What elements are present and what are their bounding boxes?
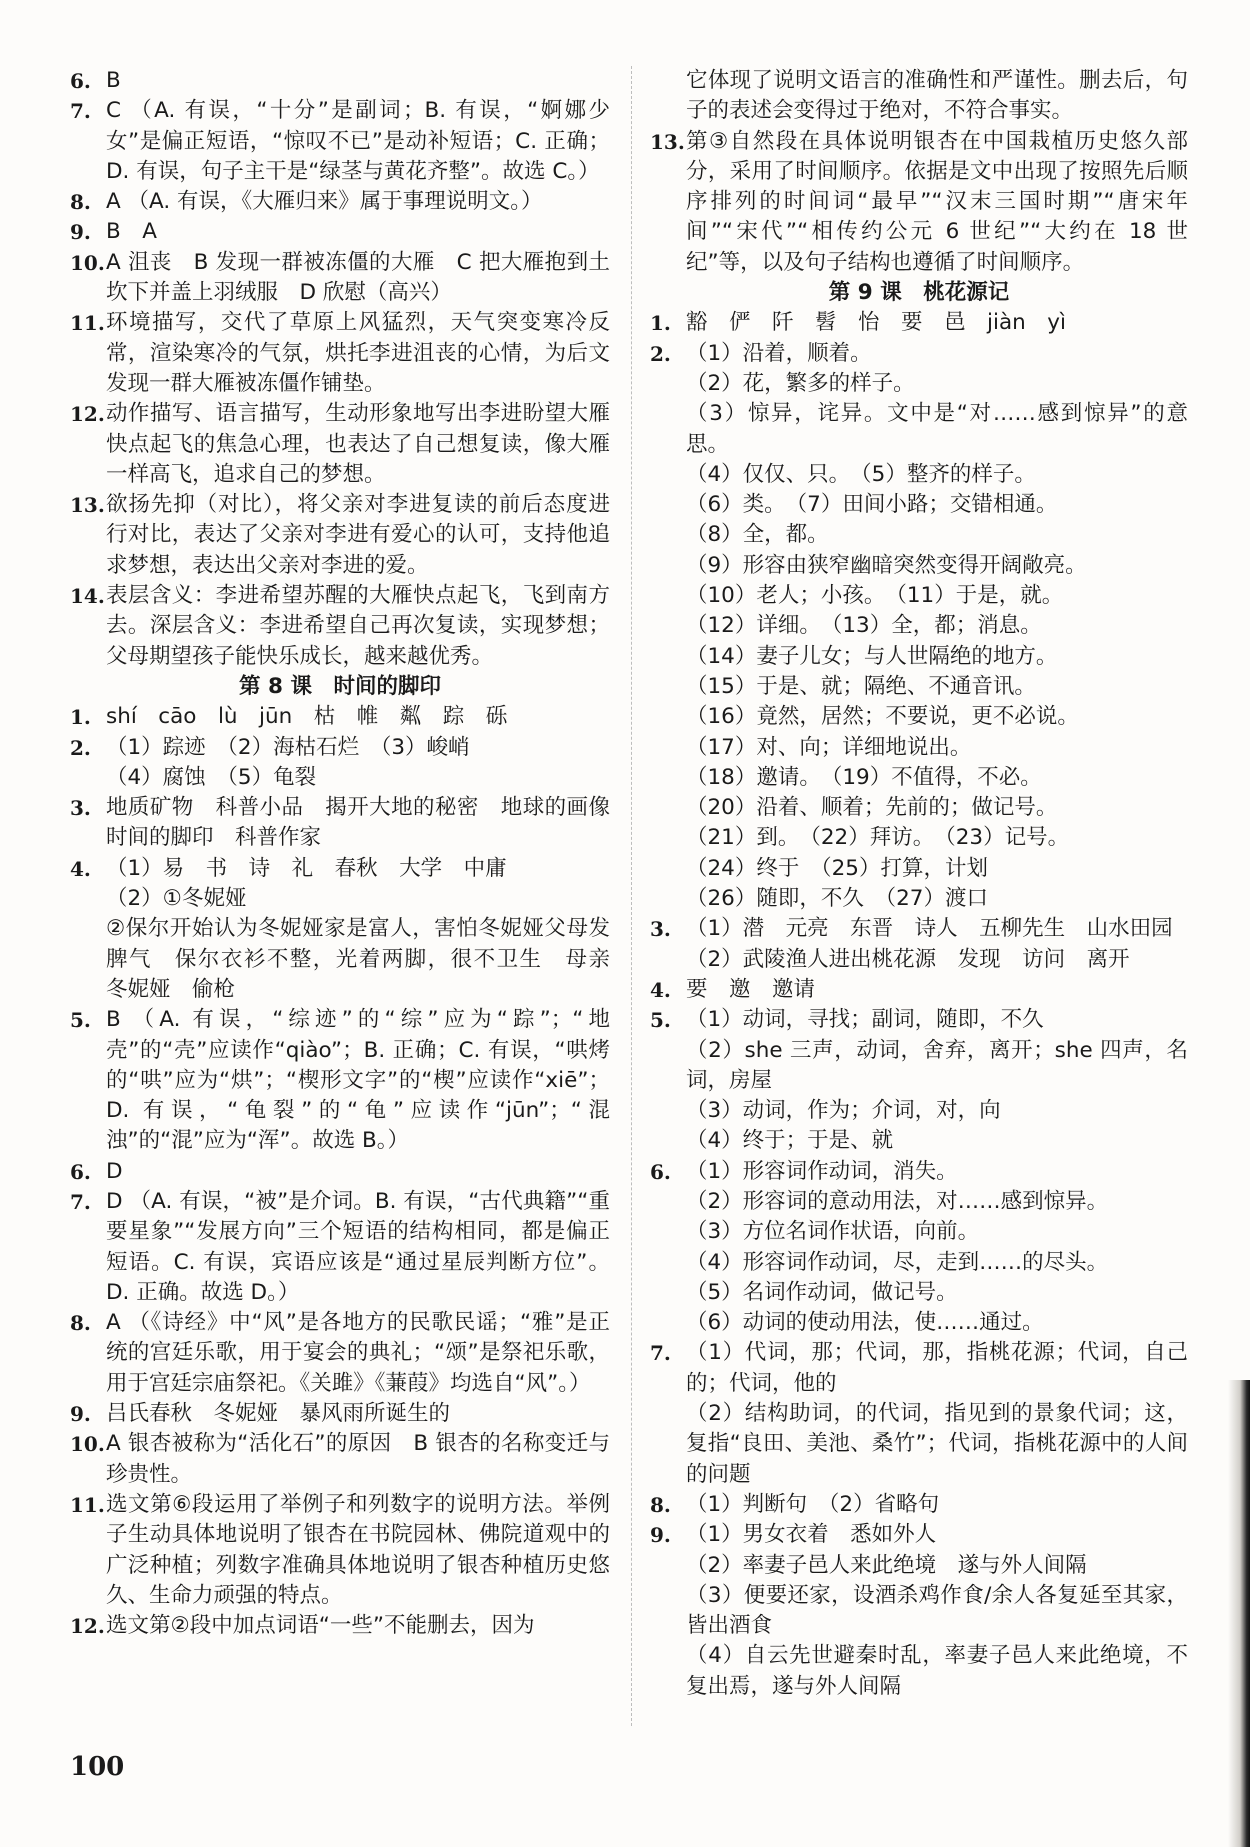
answer-number: 11. <box>70 311 105 336</box>
answer-subline: （2）形容词的意动用法，对……感到惊异。 <box>686 1188 1109 1214</box>
answer-number: 2. <box>70 735 91 760</box>
answer-text: （1）男女衣着 悉如外人 <box>686 1522 937 1548</box>
answer-subline: （18）邀请。 （19）不值得，不必。 <box>686 764 1042 790</box>
answer-number: 9. <box>650 1523 671 1548</box>
answer-subline: （2）花，繁多的样子。 <box>686 370 915 396</box>
answer-text: 环境描写，交代了草原上风猛烈，天气突变寒冷反常，渲染寒冷的气氛，烘托李进沮丧的心情，为后文发现一群大雁被冻僵作铺垫。 <box>106 310 610 396</box>
answer-number: 4. <box>70 856 91 881</box>
answer-text: 它体现了说明文语言的准确性和严谨性。删去后，句子的表述会变得过于绝对，不符合事实。 <box>686 68 1188 124</box>
answer-item <box>70 308 610 399</box>
answer-item <box>650 66 1188 127</box>
answer-number: 5. <box>650 1008 671 1033</box>
answer-text: 动作描写、语言描写，生动形象地写出李进盼望大雁快点起飞的焦急心理，也表达了自己想复读，像大雁一样高飞，追求自己的梦想。 <box>106 401 610 487</box>
answer-number: 10. <box>70 1432 105 1457</box>
answer-subline: （3）便要还家，设酒杀鸡作食/余人各复延至其家，皆出酒食 <box>686 1582 1188 1639</box>
answer-subline: （21）到。 （22）拜访。 （23）记号。 <box>686 825 1070 851</box>
answer-subline: （4）自云先世避秦时乱，率妻子邑人来此绝境，不复出焉，遂与外人间隔 <box>686 1643 1188 1699</box>
answer-number: 4. <box>650 977 671 1002</box>
answer-subline: （4）终于；于是、就 <box>686 1128 894 1154</box>
answer-item <box>70 854 610 884</box>
answer-subline: ②保尔开始认为冬妮娅家是富人，害怕冬妮娅父母发脾气 保尔衣衫不整，光着两脚，很不卫生 母亲 冬妮娅 偷枪 <box>106 916 632 1002</box>
answer-subline: （2）结构助词，的代词，指见到的景象代词；这，复指“良田、美池、桑竹”；代词，指桃花源中的人间的问题 <box>686 1401 1188 1487</box>
answer-subline: （10）老人；小孩。 （11）于是，就。 <box>686 583 1064 609</box>
answer-number: 3. <box>70 796 91 821</box>
answer-item <box>70 733 610 763</box>
answer-subline: （9）形容由狭窄幽暗突然变得开阔敞亮。 <box>686 552 1087 578</box>
answer-text: 豁 俨 阡 髫 怡 要 邑 jiàn yì <box>686 310 1066 336</box>
answer-number <box>650 66 686 127</box>
answer-item <box>650 1005 1188 1035</box>
section-title: 第 9 课 桃花源记 <box>828 280 1010 306</box>
answer-item <box>70 1187 610 1308</box>
answer-subline: （4）仅仅、只。 （5）整齐的样子。 <box>686 461 1036 487</box>
answer-number: 12. <box>70 402 105 427</box>
answer-item <box>650 1338 1188 1399</box>
right-column <box>650 66 1188 1702</box>
answer-item <box>650 975 1188 1005</box>
answer-subline: （24）终于 （25）打算，计划 <box>686 855 988 881</box>
answer-subline: （17）对、向；详细地说出。 <box>686 734 972 760</box>
answer-subline: （3）方位名词作状语，向前。 <box>686 1219 980 1245</box>
answer-subline: （5）名词作动词，做记号。 <box>686 1279 958 1305</box>
answer-text: 地质矿物 科普小品 揭开大地的秘密 地球的画像 时间的脚印 科普作家 <box>106 795 632 851</box>
answer-number: 8. <box>70 190 91 215</box>
answer-number: 2. <box>650 341 671 366</box>
answer-subline: （6）类。 （7）田间小路；交错相通。 <box>686 492 1058 518</box>
answer-subline: （4）形容词作动词，尽，走到……的尽头。 <box>686 1249 1109 1275</box>
answer-item <box>70 1429 610 1490</box>
answer-subline: （6）动词的使动用法，使……通过。 <box>686 1310 1044 1336</box>
answer-item <box>650 914 1188 944</box>
answer-subline: （2）率妻子邑人来此绝境 遂与外人间隔 <box>686 1552 1087 1578</box>
answer-item <box>70 793 632 854</box>
answer-text: （1）动词，寻找；副词，随即，不久 <box>686 1007 1044 1033</box>
answer-number: 8. <box>650 1492 671 1517</box>
answer-item <box>70 702 610 732</box>
answer-subline: （20）沿着、顺着；先前的；做记号。 <box>686 795 1058 821</box>
answer-subline: （12）详细。 （13）全，都；消息。 <box>686 613 1042 639</box>
answer-item <box>70 1308 610 1399</box>
answer-text: 表层含义：李进希望苏醒的大雁快点起飞，飞到南方去。深层含义：李进希望自己再次复读，实现梦想；父母期望孩子能快乐成长，越来越优秀。 <box>106 583 610 669</box>
answer-text: A 沮丧 B 发现一群被冻僵的大雁 C 把大雁抱到土坎下并盖上羽绒服 D 欣慰（高兴） <box>106 249 610 306</box>
answer-text: （1）沿着，顺着。 <box>686 340 872 366</box>
answer-text: 第③自然段在具体说明银杏在中国栽植历史悠久部分，采用了时间顺序。依据是文中出现了按照先后顺序排列的时间词“最早”“汉末三国时期”“唐宋年间”“宋代”“相传约公元 6 世纪”“大约在 18 世纪”等，以及句子结构也遵循了时间顺序。 <box>686 128 1188 275</box>
answer-text: 选文第⑥段运用了举例子和列数字的说明方法。举例子生动具体地说明了银杏在书院园林、佛院道观中的广泛种植；列数字准确具体地说明了银杏种植历史悠久、生命力顽强的特点。 <box>106 1491 610 1608</box>
answer-item <box>70 1611 610 1641</box>
answer-item <box>650 308 1188 338</box>
answer-text: （1）踪迹 （2）海枯石烂 （3）峻峭 <box>106 734 470 760</box>
answer-number: 14. <box>70 584 105 609</box>
answer-text: D （A. 有误，“被”是介词。B. 有误，“古代典籍”“重要星象”“发展方向”三个短语的结构相同，都是偏正短语。C. 有误，宾语应该是“通过星辰判断方位”。D. 正确。故选 D。） <box>106 1188 610 1305</box>
answer-number: 6. <box>70 69 91 93</box>
answer-text: shí cāo lù jūn 枯 帷 粼 踪 砾 <box>106 704 508 730</box>
column-divider <box>631 66 632 1726</box>
answer-subline: （8）全，都。 <box>686 522 829 548</box>
answer-item <box>650 1490 1188 1520</box>
answer-number: 1. <box>650 311 671 336</box>
answer-item <box>650 1157 1188 1187</box>
answer-number: 10. <box>70 250 105 275</box>
answer-number: 9. <box>70 1402 91 1427</box>
answer-number: 13. <box>650 129 685 154</box>
answer-item <box>70 1157 610 1187</box>
answer-subline: （16）竟然，居然；不要说，更不必说。 <box>686 704 1079 730</box>
answer-text: 欲扬先抑（对比），将父亲对李进复读的前后态度进行对比，表达了父亲对李进有爱心的认可，支持他追求梦想，表达出父亲对李进的爱。 <box>106 492 610 578</box>
answer-text: B （A. 有误，“综迹”的“综”应为“踪”；“地壳”的“壳”应读作“qiào”；B. 正确；C. 有误，“哄烤的“哄”应为“烘”；“楔形文字”的“楔”应读作“xiē”；D. 有误，“龟裂”的“龟”应读作“jūn”；“混浊”的“混”应为“浑”。故选 B。） <box>106 1007 610 1154</box>
answer-text: （1）潜 元亮 东晋 诗人 五柳先生 山水田园 <box>686 916 1173 942</box>
left-column <box>70 66 632 1641</box>
answer-text: 选文第②段中加点词语“一些”不能删去，因为 <box>106 1613 535 1639</box>
answer-text: A （A. 有误，《大雁归来》属于事理说明文。） <box>106 189 543 215</box>
answer-text: D <box>106 1158 123 1184</box>
answer-item <box>650 127 1188 278</box>
answer-subline: （2）武陵渔人进出桃花源 发现 访问 离开 <box>686 946 1130 972</box>
answer-number: 7. <box>70 99 91 124</box>
answer-text: B A <box>106 219 157 245</box>
answer-subline: （3）惊异，诧异。文中是“对……感到惊异”的意思。 <box>686 401 1188 457</box>
answer-text: （1）易 书 诗 礼 春秋 大学 中庸 <box>106 855 507 881</box>
answer-number: 3. <box>650 917 671 942</box>
answer-item <box>70 96 610 187</box>
answer-subline: （2）①冬妮娅 <box>106 886 247 912</box>
answer-text: （1）判断句 （2）省略句 <box>686 1491 940 1517</box>
answer-item <box>70 248 610 309</box>
answer-text: A （《诗经》中“风”是各地方的民歌民谣；“雅”是正统的宫廷乐歌，用于宴会的典礼；“颂”是祭祀乐歌，用于宫廷宗庙祭祀。《关雎》《蒹葭》均选自“风”。） <box>106 1310 610 1396</box>
answer-number: 7. <box>70 1189 91 1214</box>
answer-text: C （A. 有误，“十分”是副词；B. 有误，“婀娜少女”是偏正短语，“惊叹不已”是动补短语；C. 正确；D. 有误，句子主干是“绿茎与黄花齐整”。故选 C。） <box>106 98 610 184</box>
answer-item <box>70 399 610 490</box>
answer-item <box>70 66 610 96</box>
answer-subline: （2）she 三声，动词，舍弃，离开；she 四声，名词，房屋 <box>686 1037 1188 1093</box>
answer-text: 吕氏春秋 冬妮娅 暴风雨所诞生的 <box>106 1401 451 1427</box>
answer-subline: （26）随即，不久 （27）渡口 <box>686 886 988 912</box>
answer-number: 8. <box>70 1311 91 1336</box>
answer-item <box>70 581 610 672</box>
answer-text: 要 邀 邀请 <box>686 976 816 1002</box>
answer-item <box>70 217 610 247</box>
answer-item <box>70 1399 610 1429</box>
answer-number: 9. <box>70 220 91 245</box>
answer-subline: （3）动词，作为；介词，对，向 <box>686 1098 1001 1124</box>
answer-number: 6. <box>650 1159 671 1184</box>
answer-subline: （14）妻子儿女；与人世隔绝的地方。 <box>686 643 1058 669</box>
answer-number: 1. <box>70 705 91 730</box>
answer-item <box>650 339 1188 369</box>
answer-number: 5. <box>70 1008 91 1033</box>
answer-item <box>650 1520 1188 1550</box>
answer-number: 13. <box>70 493 105 518</box>
answer-item <box>70 187 610 217</box>
page-number: 100 <box>70 1752 125 1782</box>
answer-subline: （4）腐蚀 （5）龟裂 <box>106 764 317 790</box>
binding-shadow <box>1228 1380 1250 1847</box>
answer-number: 7. <box>650 1341 671 1366</box>
answer-text: B <box>106 68 121 93</box>
answer-text: （1）形容词作动词，消失。 <box>686 1158 958 1184</box>
answer-number: 6. <box>70 1159 91 1184</box>
answer-item <box>70 1490 610 1611</box>
answer-item <box>70 1005 610 1156</box>
answer-number: 12. <box>70 1614 105 1639</box>
section-title: 第 8 课 时间的脚印 <box>239 673 441 699</box>
answer-text: （1）代词，那；代词，那，指桃花源；代词，自己的；代词，他的 <box>686 1340 1188 1396</box>
answer-text: A 银杏被称为“活化石”的原因 B 银杏的名称变迁与珍贵性。 <box>106 1431 610 1487</box>
answer-item <box>70 490 610 581</box>
answer-number: 11. <box>70 1492 105 1517</box>
answer-subline: （15）于是、就；隔绝、不通音讯。 <box>686 673 1036 699</box>
